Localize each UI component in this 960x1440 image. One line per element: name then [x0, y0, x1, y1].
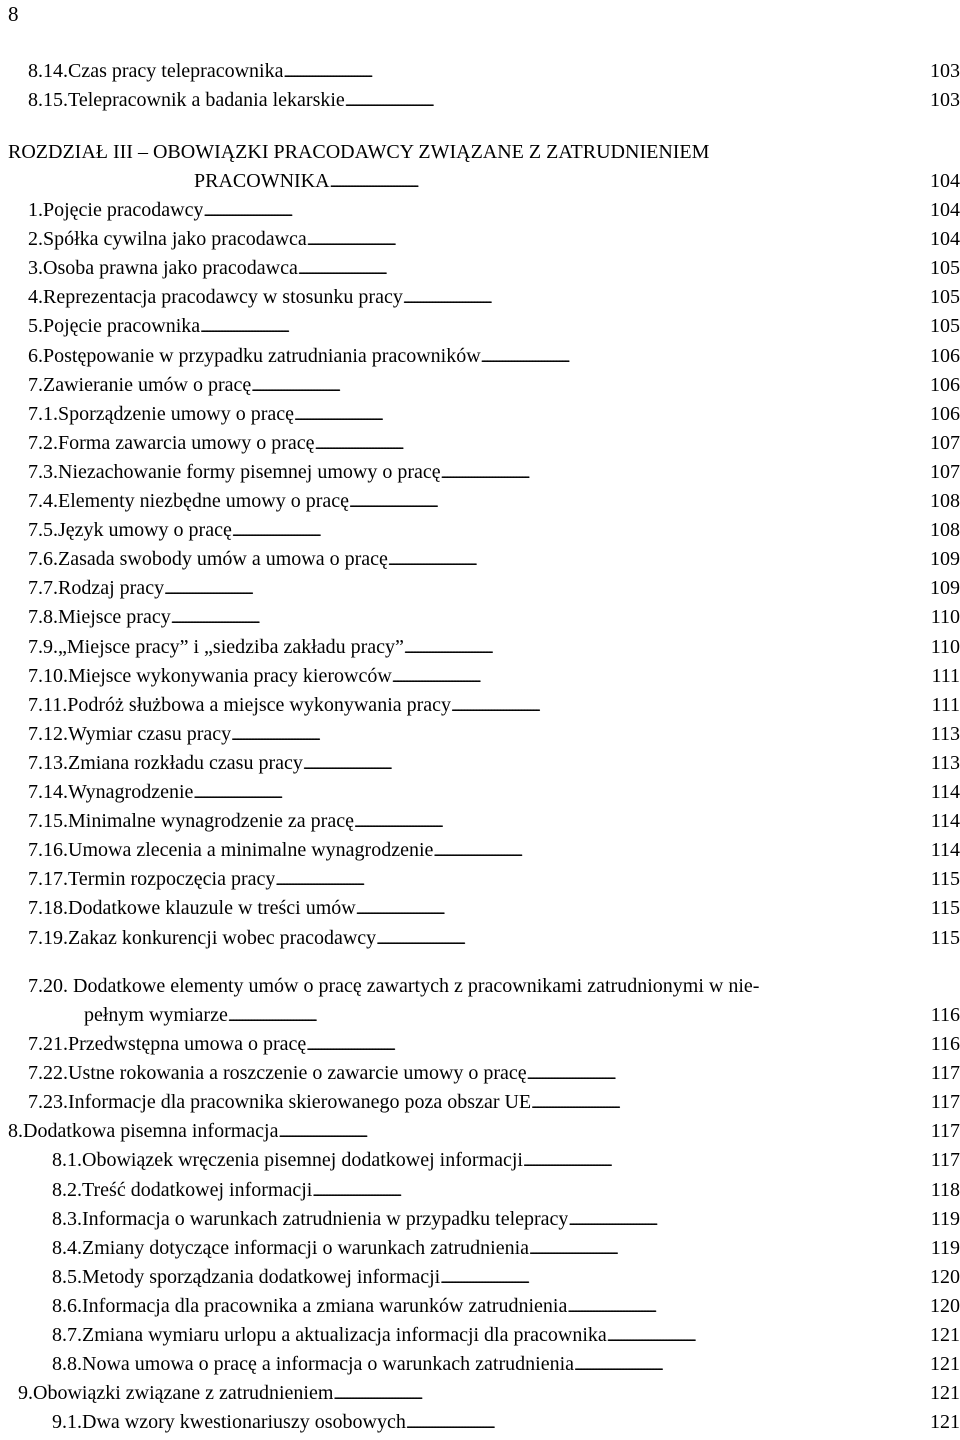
toc-entry-title: Postępowanie w przypadku zatrudniania pracowników — [43, 344, 481, 367]
toc-entry-number: 7.13. — [28, 751, 68, 774]
toc-entry-page: 116 — [930, 1033, 960, 1055]
toc-entry-page: 104 — [930, 228, 960, 251]
toc-entry-number: 7.23. — [28, 1091, 68, 1114]
toc-entry[interactable] — [28, 633, 960, 661]
toc-entry-number: 7.12. — [28, 722, 68, 745]
toc-entry-number: 8.3. — [52, 1207, 82, 1230]
toc-entry-page: 114 — [930, 781, 960, 803]
toc-entry-title: Osoba prawna jako pracodawca — [43, 257, 298, 280]
toc-entry-number: 7.14. — [28, 781, 68, 803]
toc-entry-number: 7.4. — [28, 490, 58, 512]
toc-entry-page: 103 — [930, 60, 960, 82]
toc-entry-title: Forma zawarcia umowy o pracę — [58, 431, 315, 454]
toc-entry-title: Miejsce wykonywania pracy kierowców — [68, 664, 392, 687]
toc-leader-dots — [203, 196, 914, 227]
toc-leader-dots — [315, 429, 914, 460]
toc-entry-title: Zakaz konkurencji wobec pracodawcy — [68, 926, 377, 949]
toc-entry-page: 111 — [931, 664, 960, 687]
toc-entry-title: Informacja o warunkach zatrudnienia w przypadku telepracy — [82, 1207, 569, 1230]
toc-entry-title: Reprezentacja pracodawcy w stosunku pracy — [43, 286, 403, 309]
toc-entry[interactable] — [28, 57, 960, 85]
toc-entry-title: Telepracownik a badania lekarskie — [68, 89, 345, 111]
toc-entry-number: 2. — [28, 228, 43, 251]
toc-entry[interactable] — [18, 1379, 960, 1407]
toc-leader-dots — [433, 836, 914, 867]
toc-entry-number: 7.10. — [28, 664, 68, 687]
toc-entry-page: 117 — [930, 1062, 960, 1085]
toc-leader-dots — [278, 1117, 914, 1148]
toc-entry-page: 108 — [930, 490, 960, 512]
toc-entry-page: 110 — [930, 635, 960, 658]
toc-entry-title: PRACOWNIKA — [194, 170, 330, 192]
toc-entry-page: 120 — [930, 1294, 960, 1317]
toc-entry[interactable] — [52, 1321, 960, 1349]
toc-entry-number: 7.8. — [28, 606, 58, 629]
toc-entry-number: 8.4. — [52, 1236, 82, 1259]
toc-leader-dots — [406, 1408, 914, 1439]
toc-leader-dots — [251, 371, 914, 402]
toc-entry-page: 114 — [930, 810, 960, 833]
page-number: 8 — [8, 2, 19, 26]
toc-entry-page: 110 — [930, 606, 960, 629]
toc-entry-number: 8.8. — [52, 1353, 82, 1376]
toc-leader-dots — [354, 807, 914, 838]
toc-entry-title: Wymiar czasu pracy — [68, 722, 232, 745]
toc-leader-dots — [451, 691, 914, 722]
toc-entry-number: 9.1. — [52, 1411, 82, 1434]
toc-entry-title: Zmiana wymiaru urlopu a aktualizacja informacji dla pracownika — [82, 1324, 607, 1346]
toc-entry-page: 105 — [930, 286, 960, 309]
toc-leader-dots — [193, 778, 914, 809]
toc-entry-page: 113 — [930, 751, 960, 774]
toc-leader-dots — [531, 1088, 914, 1119]
toc-entry[interactable] — [28, 254, 960, 282]
toc-entry-title: Pojęcie pracodawcy — [43, 199, 204, 221]
toc-entry-page: 117 — [930, 1120, 960, 1143]
toc-entry-number: 7.9. — [28, 635, 58, 658]
toc-entry[interactable] — [28, 371, 960, 399]
toc-entry-number: 8.5. — [52, 1265, 82, 1288]
toc-entry-page: 119 — [930, 1207, 960, 1230]
toc-entry-number: 7.22. — [28, 1062, 68, 1085]
toc-entry-page: 106 — [930, 373, 960, 396]
toc-entry-page: 109 — [930, 548, 960, 571]
toc-entry-page: 115 — [930, 926, 960, 949]
toc-entry[interactable] — [28, 1059, 960, 1087]
toc-entry[interactable] — [28, 312, 960, 340]
toc-entry[interactable] — [52, 1146, 960, 1174]
toc-entry-page: 118 — [930, 1178, 960, 1201]
toc-entry[interactable] — [28, 807, 960, 835]
toc-entry-page: 115 — [930, 897, 960, 920]
toc-leader-dots — [303, 749, 914, 780]
toc-entry-number: 9. — [18, 1382, 33, 1405]
toc-entry-number: 7.16. — [28, 839, 68, 862]
toc-entry-title: Dwa wzory kwestionariuszy osobowych — [82, 1411, 406, 1434]
toc-entry-title: Czas pracy telepracownika — [68, 60, 284, 82]
toc-entry-number: 7.2. — [28, 431, 58, 454]
toc-entry-number: 8.14. — [28, 60, 68, 82]
toc-entry-title: Termin rozpoczęcia pracy — [68, 868, 276, 891]
toc-leader-dots — [376, 924, 914, 955]
chapter-heading[interactable]: ROZDZIAŁ III – OBOWIĄZKI PRACODAWCY ZWIĄZANE Z ZATRUDNIENIEM — [8, 141, 710, 163]
toc-entry-page: 108 — [930, 519, 960, 542]
toc-entry-title: „Miejsce pracy” i „siedziba zakładu pracy” — [58, 635, 404, 658]
toc-leader-dots — [527, 1059, 914, 1090]
toc-entry[interactable] — [28, 516, 960, 544]
toc-entry-number: 6. — [28, 344, 43, 367]
toc-leader-dots — [333, 1379, 914, 1410]
toc-entry[interactable] — [28, 749, 960, 777]
toc-leader-dots — [529, 1234, 914, 1265]
toc-entry-title: Treść dodatkowej informacji — [82, 1178, 313, 1201]
toc-entry-title: Minimalne wynagrodzenie za pracę — [68, 810, 354, 833]
toc-entry-title: Rodzaj pracy — [58, 577, 165, 600]
toc-entry-title: Obowiązek wręczenia pisemnej dodatkowej informacji — [82, 1149, 523, 1172]
toc-entry-number: 8.1. — [52, 1149, 82, 1172]
toc-entry-page: 105 — [930, 257, 960, 280]
toc-leader-dots — [228, 1001, 914, 1032]
toc-leader-dots — [232, 516, 914, 547]
toc-entry-number: 7.11. — [28, 693, 68, 716]
toc-entry[interactable] — [28, 662, 960, 690]
toc-entry-page: 109 — [930, 577, 960, 600]
toc-entry-number: 8.7. — [52, 1324, 82, 1346]
toc-entry[interactable] — [28, 574, 960, 602]
toc-entry[interactable] — [28, 865, 960, 893]
toc-leader-dots — [567, 1292, 914, 1323]
toc-entry-number: 7.15. — [28, 810, 68, 833]
toc-entry-number: 4. — [28, 286, 43, 309]
toc-entry[interactable] — [28, 894, 960, 922]
toc-leader-dots — [164, 574, 914, 605]
toc-entry-title: Zasada swobody umów a umowa o pracę — [58, 548, 388, 571]
toc-entry-title-line1: Dodatkowe elementy umów o pracę zawartych z pracownikami zatrudnionymi w nie- — [73, 975, 760, 997]
toc-entry-page: 115 — [930, 868, 960, 891]
toc-entry-title: Dodatkowe klauzule w treści umów — [68, 897, 356, 920]
toc-entry[interactable] — [28, 603, 960, 631]
toc-entry[interactable] — [28, 283, 960, 311]
toc-leader-dots — [275, 865, 914, 896]
toc-entry-title: Przedwstępna umowa o pracę — [68, 1033, 307, 1055]
toc-leader-dots — [306, 1030, 914, 1061]
toc-leader-dots — [345, 86, 914, 117]
toc-entry-number: 8.2. — [52, 1178, 82, 1201]
toc-entry-number: 8. — [8, 1120, 23, 1143]
toc-entry-page: 106 — [930, 402, 960, 425]
toc-entry[interactable] — [28, 545, 960, 573]
toc-entry-title: Miejsce pracy — [58, 606, 171, 629]
toc-entry[interactable] — [28, 458, 960, 486]
toc-entry[interactable] — [52, 1263, 960, 1291]
toc-entry-page: 104 — [930, 199, 960, 221]
toc-entry-title: Obowiązki związane z zatrudnieniem — [33, 1382, 334, 1405]
toc-entry[interactable] — [28, 778, 960, 806]
toc-entry-page: 107 — [930, 460, 960, 483]
toc-entry-number: 7.17. — [28, 868, 68, 891]
toc-entry-number: 7.3. — [28, 460, 58, 483]
toc-entry-number: 7.21. — [28, 1033, 68, 1055]
toc-leader-dots — [356, 894, 914, 925]
toc-entry[interactable] — [28, 196, 960, 224]
toc-entry-number: 7.5. — [28, 519, 58, 542]
toc-entry-page: 105 — [930, 315, 960, 338]
toc-entry-page: 113 — [930, 722, 960, 745]
toc-entry-title: Dodatkowa pisemna informacja — [23, 1120, 279, 1143]
toc-entry[interactable] — [28, 429, 960, 457]
toc-leader-dots — [312, 1176, 914, 1207]
toc-entry[interactable] — [28, 1030, 960, 1058]
toc-leader-dots — [307, 225, 914, 256]
toc-entry[interactable] — [52, 1205, 960, 1233]
toc-entry-page: 121 — [930, 1382, 960, 1405]
toc-leader-dots — [283, 57, 914, 88]
toc-entry-title: Wynagrodzenie — [68, 781, 194, 803]
toc-leader-dots — [200, 312, 914, 343]
toc-entry-title: Informacja dla pracownika a zmiana warunków zatrudnienia — [82, 1294, 568, 1317]
toc-entry-title: Język umowy o pracę — [58, 519, 232, 542]
toc-leader-dots — [298, 254, 914, 285]
toc-entry-page: 104 — [930, 170, 960, 192]
toc-entry[interactable] — [28, 691, 960, 719]
toc-leader-dots — [403, 283, 914, 314]
toc-entry-page: 117 — [930, 1091, 960, 1114]
toc-entry[interactable] — [28, 342, 960, 370]
toc-entry-title: Podróż służbowa a miejsce wykonywania pracy — [67, 693, 452, 716]
toc-entry[interactable] — [28, 400, 960, 428]
toc-entry-page: 121 — [930, 1411, 960, 1434]
toc-entry-title: Elementy niezbędne umowy o pracę — [58, 490, 349, 512]
toc-leader-dots — [392, 662, 914, 693]
toc-entry-title: Nowa umowa o pracę a informacja o warunkach zatrudnienia — [82, 1353, 575, 1376]
toc-entry[interactable] — [8, 1117, 960, 1145]
toc-entry[interactable] — [52, 1292, 960, 1320]
toc-entry-title: Umowa zlecenia a minimalne wynagrodzenie — [68, 839, 434, 862]
toc-entry-title: Zmiana rozkładu czasu pracy — [68, 751, 303, 774]
toc-leader-dots — [349, 487, 914, 518]
toc-entry-number: 7.18. — [28, 897, 68, 920]
toc-entry-page: 119 — [930, 1236, 960, 1259]
toc-leader-dots — [568, 1205, 914, 1236]
toc-entry-title: Zawieranie umów o pracę — [43, 373, 252, 396]
toc-entry-page: 117 — [930, 1149, 960, 1172]
toc-entry-title: Ustne rokowania a roszczenie o zawarcie umowy o pracę — [68, 1062, 527, 1085]
toc-entry-number: 8.15. — [28, 89, 68, 111]
toc-leader-dots — [481, 342, 914, 373]
toc-entry[interactable] — [28, 225, 960, 253]
toc-entry-number: 8.6. — [52, 1294, 82, 1317]
toc-entry-page: 103 — [930, 89, 960, 111]
toc-entry[interactable] — [28, 836, 960, 864]
toc-leader-dots — [440, 1263, 914, 1294]
toc-entry-number: 7.1. — [28, 402, 58, 425]
toc-entry-number: 1. — [28, 199, 43, 221]
toc-entry-title-line2: pełnym wymiarze — [84, 1004, 228, 1026]
toc-entry-number: 7.7. — [28, 577, 58, 600]
toc-entry-number: 7.19. — [28, 926, 68, 949]
toc-entry[interactable] — [52, 1234, 960, 1262]
toc-entry[interactable] — [28, 1088, 960, 1116]
toc-entry-page: 114 — [930, 839, 960, 862]
toc-entry-title: Informacje dla pracownika skierowanego poza obszar UE — [68, 1091, 532, 1114]
toc-entry[interactable] — [52, 1176, 960, 1204]
toc-entry-page: 106 — [930, 344, 960, 367]
toc-entry-title: Zmiany dotyczące informacji o warunkach zatrudnienia — [82, 1236, 530, 1259]
toc-entry-page: 107 — [930, 431, 960, 454]
toc-entry-number: 7.6. — [28, 548, 58, 571]
toc-entry-page: 120 — [930, 1265, 960, 1288]
toc-entry[interactable] — [28, 86, 960, 114]
toc-entry[interactable] — [28, 720, 960, 748]
toc-leader-dots — [574, 1350, 914, 1381]
toc-entry-title: Pojęcie pracownika — [43, 315, 201, 338]
toc-entry-page: 111 — [931, 693, 960, 716]
toc-leader-dots — [388, 545, 914, 576]
toc-entry-page: 116 — [930, 1004, 960, 1026]
toc-entry-page: 121 — [930, 1353, 960, 1376]
toc-leader-dots — [607, 1321, 914, 1352]
toc-leader-dots — [231, 720, 914, 751]
toc-leader-dots — [523, 1146, 914, 1177]
toc-entry[interactable] — [52, 1350, 960, 1378]
toc-entry-number: 7. — [28, 373, 43, 396]
toc-entry-number: 3. — [28, 257, 43, 280]
toc-entry[interactable] — [52, 1408, 960, 1436]
toc-entry-title: Metody sporządzania dodatkowej informacji — [82, 1265, 441, 1288]
toc-entry-number: 5. — [28, 315, 43, 338]
toc-leader-dots — [330, 167, 914, 198]
toc-entry-page: 121 — [930, 1324, 960, 1346]
toc-leader-dots — [294, 400, 914, 431]
toc-entry-wrapped[interactable] — [28, 972, 759, 1000]
toc-entry-number: 7.20. — [28, 975, 73, 997]
toc-leader-dots — [171, 603, 914, 634]
toc-leader-dots — [404, 633, 914, 664]
toc-entry-wrapped-continuation[interactable] — [84, 1001, 960, 1029]
toc-entry[interactable] — [28, 924, 960, 952]
toc-leader-dots — [441, 458, 914, 489]
toc-entry-title: Spółka cywilna jako pracodawca — [43, 228, 307, 251]
chapter-heading-continuation[interactable] — [194, 167, 960, 195]
toc-entry[interactable] — [28, 487, 960, 515]
toc-entry-title: Niezachowanie formy pisemnej umowy o pracę — [58, 460, 441, 483]
toc-entry-title: Sporządzenie umowy o pracę — [58, 402, 295, 425]
